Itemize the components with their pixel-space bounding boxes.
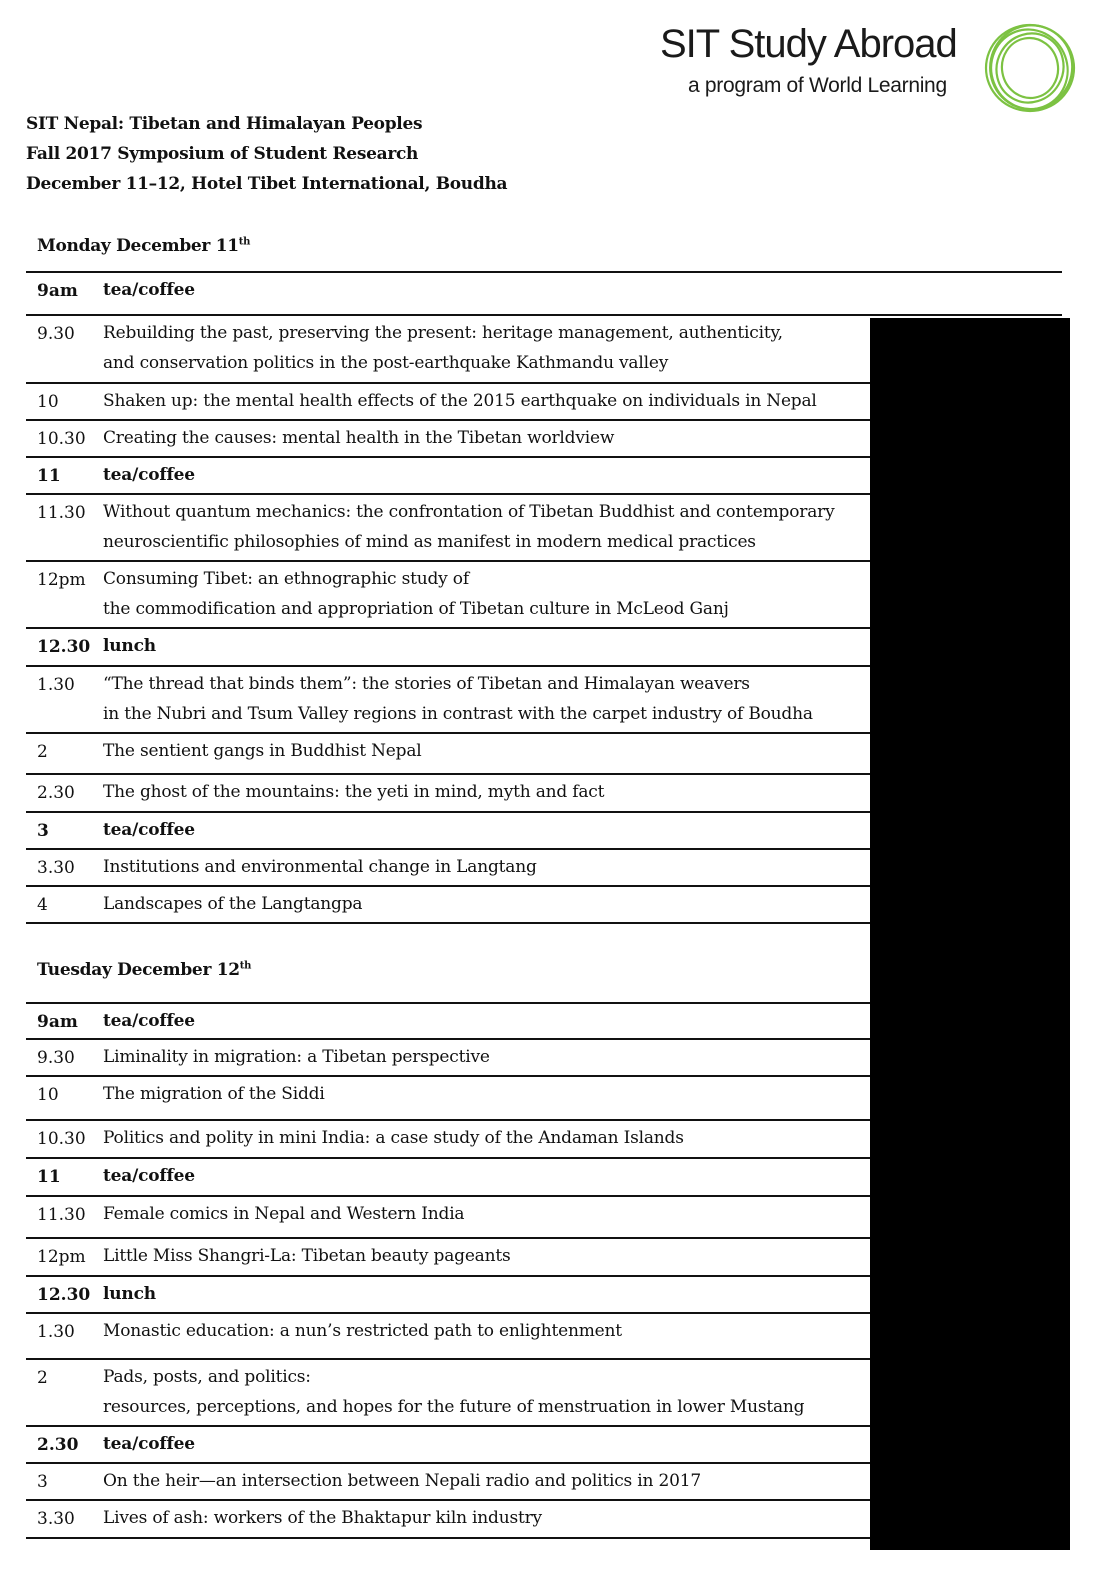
session-title-line: Rebuilding the past, preserving the present: heritage management, authenticity, <box>103 323 783 343</box>
session-row <box>26 1075 871 1119</box>
session-time: 10 <box>37 392 59 412</box>
session-row <box>26 885 871 922</box>
session-time: 12pm <box>37 570 86 590</box>
session-time: 2 <box>37 742 48 762</box>
session-time: 1.30 <box>37 675 75 695</box>
day-heading-text: Tuesday December 12 <box>37 960 240 980</box>
session-time: 9am <box>37 1012 78 1032</box>
session-row <box>26 493 871 560</box>
session-time: 12.30 <box>37 637 91 657</box>
session-title-line: The migration of the Siddi <box>103 1084 325 1104</box>
break-label: lunch <box>103 1284 156 1304</box>
session-title-line: Monastic education: a nun’s restricted path to enlightenment <box>103 1321 622 1341</box>
session-row <box>26 1499 871 1537</box>
session-time: 11 <box>37 1167 61 1187</box>
session-time: 1.30 <box>37 1322 75 1342</box>
session-time: 12.30 <box>37 1285 91 1305</box>
program-title: SIT Nepal: Tibetan and Himalayan Peoples <box>26 114 423 134</box>
session-time: 3 <box>37 1472 48 1492</box>
session-row <box>26 848 871 885</box>
break-row <box>26 811 871 848</box>
break-row <box>26 456 871 493</box>
session-time: 11.30 <box>37 503 86 523</box>
session-title-line: neuroscientific philosophies of mind as manifest in modern medical practices <box>103 532 756 552</box>
session-title-line: Without quantum mechanics: the confrontation of Tibetan Buddhist and contemporary <box>103 502 835 522</box>
session-title-line: Creating the causes: mental health in the Tibetan worldview <box>103 428 615 448</box>
session-time: 2 <box>37 1368 48 1388</box>
row-divider <box>26 1537 871 1539</box>
session-row <box>26 1462 871 1499</box>
break-label: tea/coffee <box>103 1434 195 1454</box>
session-row <box>26 314 871 382</box>
session-row <box>26 560 871 627</box>
session-row <box>26 1038 871 1075</box>
logo-title: SIT Study Abroad <box>660 22 957 66</box>
session-time: 10.30 <box>37 1129 86 1149</box>
break-row <box>26 1002 871 1038</box>
session-time: 11 <box>37 466 61 486</box>
redaction-block <box>870 318 1070 1550</box>
session-row <box>26 382 871 419</box>
session-row <box>26 1358 871 1425</box>
session-title-line: Lives of ash: workers of the Bhaktapur kiln industry <box>103 1508 542 1528</box>
session-time: 2.30 <box>37 1435 79 1455</box>
break-row <box>26 1275 871 1312</box>
session-row <box>26 1312 871 1358</box>
break-row <box>26 1157 871 1195</box>
session-time: 12pm <box>37 1247 86 1267</box>
day-heading-text: Monday December 11 <box>37 236 239 256</box>
session-title-line: Little Miss Shangri-La: Tibetan beauty pageants <box>103 1246 511 1266</box>
session-row <box>26 773 871 811</box>
session-title-line: On the heir—an intersection between Nepali radio and politics in 2017 <box>103 1471 701 1491</box>
session-title-line: Pads, posts, and politics: <box>103 1367 311 1387</box>
break-label: tea/coffee <box>103 1011 195 1031</box>
session-title-line: Female comics in Nepal and Western India <box>103 1204 465 1224</box>
session-title-line: and conservation politics in the post-earthquake Kathmandu valley <box>103 353 669 373</box>
session-title-line: The ghost of the mountains: the yeti in mind, myth and fact <box>103 782 605 802</box>
break-row <box>26 627 871 665</box>
break-label: tea/coffee <box>103 1166 195 1186</box>
session-row <box>26 665 871 732</box>
day-heading-suffix: th <box>239 960 252 972</box>
sit-logo <box>660 20 1090 106</box>
session-time: 9.30 <box>37 324 75 344</box>
session-time: 11.30 <box>37 1205 86 1225</box>
symposium-title: Fall 2017 Symposium of Student Research <box>26 144 419 164</box>
session-row <box>26 1195 871 1237</box>
session-row <box>26 419 871 456</box>
break-row <box>26 1425 871 1462</box>
session-time: 4 <box>37 895 48 915</box>
logo-subtitle: a program of World Learning <box>688 74 947 97</box>
session-time: 9am <box>37 281 78 301</box>
row-divider <box>26 922 871 924</box>
break-label: lunch <box>103 636 156 656</box>
break-label: tea/coffee <box>103 465 195 485</box>
break-row <box>26 271 871 314</box>
session-title-line: resources, perceptions, and hopes for the future of menstruation in lower Mustang <box>103 1397 805 1417</box>
day-heading <box>37 236 250 256</box>
session-title-line: the commodification and appropriation of Tibetan culture in McLeod Ganj <box>103 599 729 619</box>
day-heading-suffix: th <box>238 236 251 248</box>
session-title-line: Consuming Tibet: an ethnographic study of <box>103 569 469 589</box>
session-title-line: The sentient gangs in Buddhist Nepal <box>103 741 422 761</box>
session-row <box>26 1237 871 1275</box>
session-time: 10 <box>37 1085 59 1105</box>
session-row <box>26 732 871 773</box>
session-time: 3 <box>37 821 49 841</box>
session-title-line: in the Nubri and Tsum Valley regions in contrast with the carpet industry of Boudha <box>103 704 813 724</box>
break-label: tea/coffee <box>103 280 195 300</box>
session-time: 3.30 <box>37 858 75 878</box>
session-title-line: Liminality in migration: a Tibetan perspective <box>103 1047 490 1067</box>
session-time: 3.30 <box>37 1509 75 1529</box>
session-title-line: Shaken up: the mental health effects of the 2015 earthquake on individuals in Nepal <box>103 391 817 411</box>
session-title-line: Landscapes of the Langtangpa <box>103 894 363 914</box>
session-time: 2.30 <box>37 783 75 803</box>
session-title-line: Politics and polity in mini India: a case study of the Andaman Islands <box>103 1128 684 1148</box>
green-circle-logo-icon <box>982 20 1078 116</box>
date-location: December 11–12, Hotel Tibet International, Boudha <box>26 174 508 194</box>
session-row <box>26 1119 871 1157</box>
session-title-line: Institutions and environmental change in Langtang <box>103 857 537 877</box>
session-time: 9.30 <box>37 1048 75 1068</box>
day-heading <box>37 960 251 980</box>
break-label: tea/coffee <box>103 820 195 840</box>
session-time: 10.30 <box>37 429 86 449</box>
session-title-line: “The thread that binds them”: the stories of Tibetan and Himalayan weavers <box>103 674 750 694</box>
